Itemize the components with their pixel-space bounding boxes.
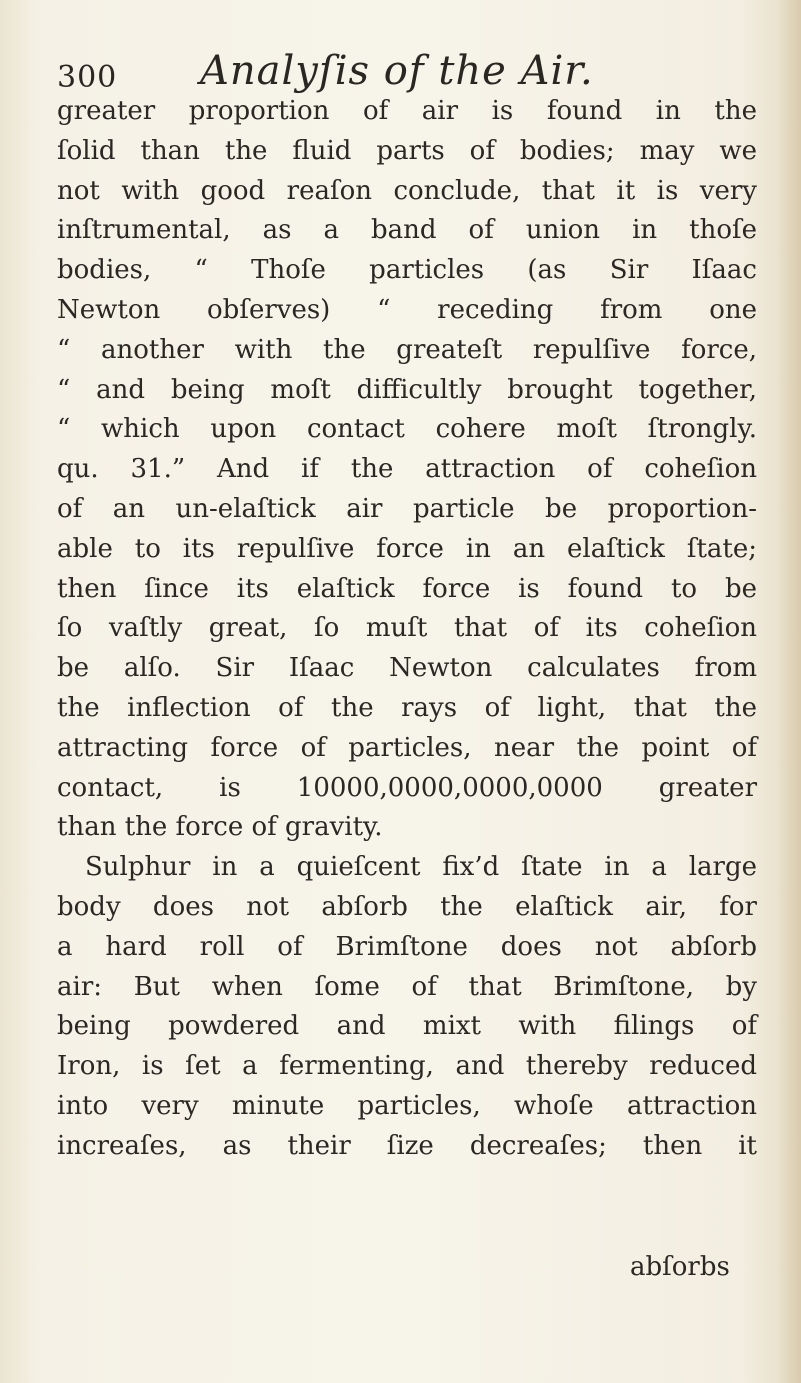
text-line: then ſince its elaſtick force is found to be [57,573,757,604]
text-line: of an un-elaſtick air particle be proportion- [57,493,757,524]
text-line: attracting force of particles, near the point of [57,732,757,763]
text-line: greater proportion of air is found in the [57,96,757,126]
text-line: increaſes, as their ſize decreaſes; then it [57,1130,757,1161]
text-line: bodies, “ Thoſe particles (as Sir Iſaac [57,255,757,286]
body-text [57,92,757,1167]
text-line: “ another with the greateſt repulſive force, [57,334,757,365]
text-line: not with good reaſon conclude, that it is very [57,175,757,206]
text-line: be alſo. Sir Iſaac Newton calculates from [57,653,757,684]
text-line: air: But when ſome of that Brimſtone, by [57,971,757,1002]
page-number: 300 [57,60,118,95]
text-line: “ and being moſt difficultly brought together, [57,374,757,405]
page-edge-shadow [777,0,801,1383]
text-line: being powdered and mixt with filings of [57,1011,757,1042]
running-title: Analyſis of the Air. [200,48,594,94]
text-line: inſtrumental, as a band of union in thoſe [57,215,757,246]
text-line: able to its repulſive force in an elaſtick ſtate; [57,533,757,564]
catchword: abſorbs [630,1252,730,1282]
text-line: “ which upon contact cohere moſt ſtrongly. [57,414,757,445]
text-line: Sulphur in a quieſcent fix’d ſtate in a large [85,852,757,883]
text-line: Iron, is ſet a fermenting, and thereby reduced [57,1051,757,1082]
text-line: the inflection of the rays of light, that the [57,692,757,723]
text-line: into very minute particles, whoſe attraction [57,1090,757,1121]
text-line: a hard roll of Brimſtone does not abſorb [57,931,757,962]
text-line: contact, is 10000,0000,0000,0000 greater [57,772,757,803]
text-line: ſo vaſtly great, ſo muſt that of its coheſion [57,613,757,644]
text-line: ſolid than the fluid parts of bodies; may we [57,135,757,166]
text-line: than the force of gravity. [57,812,383,843]
text-line: qu. 31.” And if the attraction of coheſion [57,454,757,485]
text-line: Newton obſerves) “ receding from one [57,294,757,325]
text-line: body does not abſorb the elaſtick air, for [57,891,757,922]
